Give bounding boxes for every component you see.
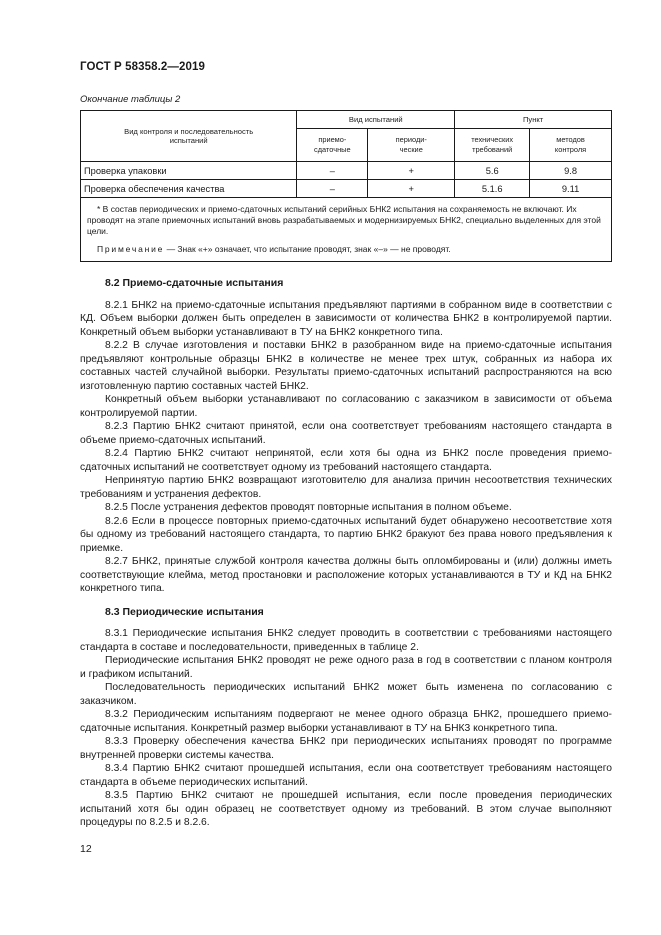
header-item: Пункт	[455, 111, 612, 129]
paragraph: 8.2.6 Если в процессе повторных приемо-сдаточных испытаний будет обнаружено несоответствие хотя бы одному из требований настоящего стандарта, то партию БНК2 бракуют без права нового предъявления к приемке.	[80, 515, 612, 554]
table-caption: Окончание таблицы 2	[80, 94, 181, 105]
paragraph: Периодические испытания БНК2 проводят не реже одного раза в год в соответствии с планом контроля и графиком испытаний.	[80, 655, 612, 680]
header-tech-requirements: технических требований	[455, 129, 530, 162]
row-name: Проверка обеспечения качества	[81, 180, 297, 198]
note-label: Примечание	[97, 244, 165, 254]
paragraph: 8.3.5 Партию БНК2 считают не прошедшей испытания, если после проведения периодических испытаний хотя бы один образец не соответствует одному из требований. В этом случае выполняют процедуры по 8.2.5 и 8.2.6.	[80, 790, 612, 828]
header-test-type: Вид испытаний	[297, 111, 455, 129]
header-control-methods: методов контроля	[530, 129, 612, 162]
paragraph: 8.3.3 Проверку обеспечения качества БНК2 при периодических испытаниях проводят по программе внутренней проверки системы качества.	[80, 736, 612, 761]
header-control-type: Вид контроля и последовательность испытаний	[81, 111, 297, 162]
paragraph: Последовательность периодических испытаний БНК2 может быть изменена по согласованию с заказчиком.	[80, 682, 612, 707]
table-note	[87, 244, 605, 255]
table-row	[81, 180, 612, 198]
table-row	[81, 162, 612, 180]
paragraph: 8.3.1 Периодические испытания БНК2 следует проводить в соответствии с требованиями настоящего стандарта в составе и последовательности, приведенных в таблице 2.	[80, 628, 612, 653]
header-periodic: периоди-ческие	[368, 129, 455, 162]
paragraph: 8.2.2 В случае изготовления и поставки БНК2 в разобранном виде на приемо-сдаточные испытания предъявляют контрольные образцы БНК2 в количестве не менее трех штук, собранных из набора их составных частей случайной выборки. Результаты приемо-сдаточных испытаний распространяются на всю изготовленную партию составных частей БНК2.	[80, 340, 612, 392]
paragraph: 8.2.7 БНК2, принятые службой контроля качества должны быть опломбированы и (или) должны иметь соответствующие клейма, метод простановки и расположение которых устанавливаются в ТУ и КД на БНК2 конкретного типа.	[80, 556, 612, 594]
paragraph: 8.3.4 Партию БНК2 считают прошедшей испытания, если она соответствует требованиям настоящего стандарта в объеме периодических испытаний.	[80, 763, 612, 788]
paragraph: Непринятую партию БНК2 возвращают изготовителю для анализа причин несоответствия технических требованиям и устранения дефектов.	[80, 475, 612, 500]
section-8-3-title: 8.3 Периодические испытания	[105, 605, 264, 618]
row-acceptance: –	[297, 162, 368, 180]
row-tech: 5.1.6	[455, 180, 530, 198]
page-number: 12	[80, 843, 92, 855]
row-periodic: +	[368, 180, 455, 198]
paragraph: 8.2.3 Партию БНК2 считают принятой, если она соответствует требованиям настоящего стандарта в объеме приемо-сдаточных испытаний.	[80, 421, 612, 446]
row-tech: 5.6	[455, 162, 530, 180]
table-2	[80, 110, 612, 262]
table-footnote-cell	[81, 198, 612, 262]
header-acceptance: приемо-сдаточные	[297, 129, 368, 162]
document-id-header: ГОСТ Р 58358.2—2019	[80, 61, 205, 73]
table-footnote: * В состав периодических и приемо-сдаточных испытаний серийных БНК2 испытания на сохраняемость не включают. Их проводят на этапе приемочных испытаний вновь разрабатываемых и модернизируемых БНК2, специально выделенных для этой цели.	[87, 204, 601, 236]
row-acceptance: –	[297, 180, 368, 198]
paragraph: 8.2.4 Партию БНК2 считают непринятой, если хотя бы одна из БНК2 после проведения приемо-сдаточных испытаний не соответствует одному из требований настоящего стандарта.	[80, 448, 612, 473]
row-method: 9.11	[530, 180, 612, 198]
row-name: Проверка упаковки	[81, 162, 297, 180]
paragraph: 8.2.1 БНК2 на приемо-сдаточные испытания предъявляют партиями в собранном виде в соответствии с КД. Объем выборки должен быть определен в зависимости от количества БНК2 в контролируемой партии. Конкретный объем выборки устанавливают в ТУ на БНК2 конкретного типа.	[80, 299, 612, 338]
row-periodic: +	[368, 162, 455, 180]
note-text: — Знак «+» означает, что испытание проводят, знак «–» — не проводят.	[164, 244, 451, 254]
paragraph: 8.2.5 После устранения дефектов проводят повторные испытания в полном объеме.	[105, 502, 512, 513]
row-method: 9.8	[530, 162, 612, 180]
section-8-2-title: 8.2 Приемо-сдаточные испытания	[105, 277, 284, 289]
paragraph: 8.3.2 Периодическим испытаниям подвергают не менее одного образца БНК2, прошедшего приемо-сдаточные испытания. Конкретный размер выборки устанавливают в ТУ на БНК3 конкретного типа.	[80, 709, 612, 734]
body-text	[80, 277, 612, 830]
paragraph: Конкретный объем выборки устанавливают по согласованию с заказчиком в зависимости от объема контролируемой партии.	[80, 394, 612, 419]
